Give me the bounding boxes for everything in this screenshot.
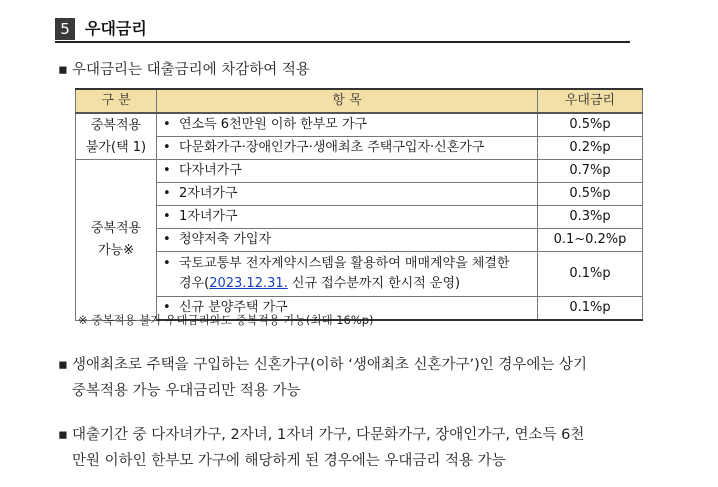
section-title: 우대금리 bbox=[85, 19, 147, 38]
intro-line bbox=[58, 57, 310, 83]
category-cell-nonduplicate: 중복적용 불가(택 1) bbox=[76, 113, 157, 160]
preferential-rate-table bbox=[75, 88, 643, 321]
date-link[interactable]: 2023.12.31. bbox=[209, 276, 288, 291]
section-header bbox=[55, 12, 630, 44]
bullet-icon: ▪ bbox=[58, 427, 68, 443]
table-row: • 청약저축 가입자 0.1~0.2%p bbox=[76, 229, 643, 252]
bullet-icon: ▪ bbox=[58, 62, 68, 78]
table-row: • 국토교통부 전자계약시스템을 활용하여 매매계약을 체결한 경우(2023.12.31. 신규 접수분까지 한시적 운영) 0.1%p bbox=[76, 252, 643, 297]
header-divider bbox=[55, 41, 630, 43]
paragraph-first-home: ▪ 생애최초로 주택을 구입하는 신혼가구(이하 ‘생애최초 신혼가구’)인 경우에는 상기 중복적용 가능 우대금리만 적용 가능 bbox=[58, 352, 587, 404]
column-header-item: 항 목 bbox=[157, 89, 538, 113]
table-row: • 다문화가구·장애인가구·생애최초 주택구입자·신혼가구 0.2%p bbox=[76, 137, 643, 160]
section-number: 5 bbox=[55, 18, 75, 40]
table-row: • 신규 분양주택 가구 0.1%p bbox=[76, 297, 643, 321]
column-header-category: 구 분 bbox=[76, 89, 157, 113]
table-row: • 2자녀가구 0.5%p bbox=[76, 183, 643, 206]
intro-text: 우대금리는 대출금리에 차감하여 적용 bbox=[72, 62, 310, 78]
paragraph-during-loan: ▪ 대출기간 중 다자녀가구, 2자녀, 1자녀 가구, 다문화가구, 장애인가구, 연소득 6천 만원 이하인 한부모 가구에 해당하게 된 경우에는 우대금리 적용 가능 bbox=[58, 422, 584, 474]
column-header-rate: 우대금리 bbox=[538, 89, 643, 113]
table-row: • 1자녀가구 0.3%p bbox=[76, 206, 643, 229]
table-header-row bbox=[76, 89, 643, 113]
table-footnote: ※ 중복적용 불가 우대금리와도 중복적용 가능(최대 16%p) bbox=[78, 313, 374, 327]
category-cell-duplicate: 중복적용 가능※ bbox=[76, 160, 157, 321]
table-row: 중복적용 불가(택 1) • 연소득 6천만원 이하 한부모 가구 0.5%p bbox=[76, 113, 643, 137]
table-row: 중복적용 가능※ • 다자녀가구 0.7%p bbox=[76, 160, 643, 183]
bullet-icon: ▪ bbox=[58, 357, 68, 373]
